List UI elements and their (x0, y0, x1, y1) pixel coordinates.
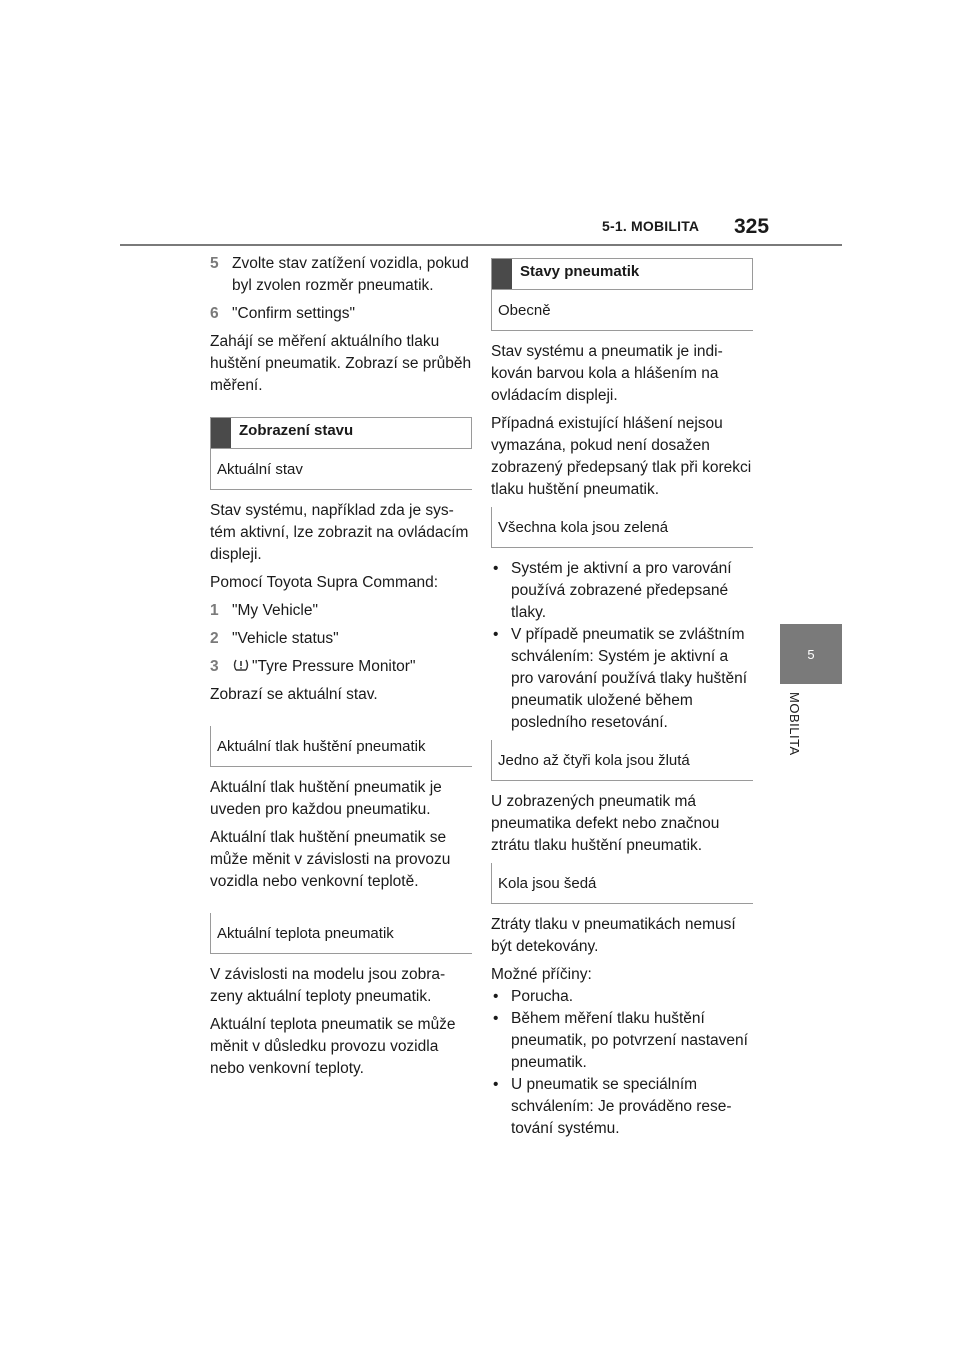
step-text: "My Vehicle" (232, 602, 318, 619)
step-text: "Vehicle status" (232, 630, 339, 647)
paragraph: Možné příčiny: (491, 966, 592, 983)
step-number: 2 (210, 630, 219, 647)
bullet-marker: • (493, 560, 499, 577)
subsection-heading: Jedno až čtyři kola jsou žlutá (491, 740, 753, 781)
section-heading-text: Stavy pneumatik (520, 263, 640, 280)
bullet-marker: • (493, 626, 499, 643)
step-number: 3 (210, 658, 219, 675)
step-text-wrap (232, 656, 415, 678)
step-item (210, 600, 472, 622)
section-title: 5-1. MOBILITA (602, 218, 700, 234)
subsection-heading: Aktuální teplota pneumatik (210, 913, 472, 954)
tyre-pressure-warning-icon (232, 658, 250, 672)
bullet-marker: • (493, 988, 499, 1005)
left-column (210, 253, 472, 1086)
list-item-text: Během měření tlaku huštění pneumatik, po potvrzení nastavení pneumatik. (511, 1010, 748, 1071)
paragraph: Stav systému a pneumatik je indikován barvou kola a hlášením na ovládacím displeji. (491, 343, 723, 404)
list-item-text: U pneumatik se speciálním schválením: Je prováděno resetování systému. (511, 1076, 732, 1137)
paragraph: Aktuální tlak huštění pneumatik je uveden pro každou pneumatiku. (210, 779, 442, 818)
right-column (491, 258, 753, 1146)
list-item (491, 986, 753, 1008)
step-text: Zvolte stav zatížení vozidla, pokud byl zvolen rozměr pneumatik. (232, 255, 469, 294)
page-number: 325 (734, 215, 770, 238)
step-item (210, 628, 472, 650)
step-number: 5 (210, 255, 219, 272)
chapter-tab-number: 5 (807, 646, 815, 662)
heading-marker (211, 418, 231, 448)
paragraph: U zobrazených pneumatik má pneumatika defekt nebo značnou ztrátu tlaku huštění pneumatik. (491, 793, 720, 854)
chapter-tab (780, 624, 842, 684)
step-item (210, 253, 472, 297)
bullet-marker: • (493, 1010, 499, 1027)
subsection-heading: Aktuální stav (210, 449, 472, 490)
subsection-heading: Obecně (491, 290, 753, 331)
list-item (491, 1008, 753, 1074)
list-item-text: Systém je aktivní a pro varování používá zobrazené předepsané tlaky. (511, 560, 732, 621)
chapter-tab-label-text: MOBILITA (787, 692, 802, 756)
list-item-text: Porucha. (511, 988, 574, 1005)
list-item (491, 1074, 753, 1140)
subsection-heading: Aktuální tlak huštění pneumatik (210, 726, 472, 767)
step-text: "Tyre Pressure Monitor" (252, 658, 416, 675)
paragraph: Zahájí se měření aktuálního tlaku huštění pneumatik. Zobrazí se průběh měření. (210, 333, 472, 394)
step-item (210, 656, 472, 678)
bullet-list (491, 558, 753, 734)
chapter-tab-label (786, 692, 804, 772)
step-item (210, 303, 472, 325)
step-number: 6 (210, 305, 219, 322)
paragraph: Stav systému, například zda je systém aktivní, lze zobrazit na ovládacím displeji. (210, 502, 469, 563)
list-item-text: V případě pneumatik se zvláštním schválením: Systém je aktivní a pro varování používá tlaky huštění pneumatik uložené během posledního resetování. (511, 626, 748, 731)
section-heading (210, 417, 472, 449)
list-item (491, 558, 753, 624)
subsection-heading: Kola jsou šedá (491, 863, 753, 904)
bullet-marker: • (493, 1076, 499, 1093)
paragraph: Aktuální tlak huštění pneumatik se může měnit v závislosti na provozu vozidla nebo venkovní teplotě. (210, 829, 451, 890)
paragraph: Zobrazí se aktuální stav. (210, 686, 378, 703)
list-item (491, 624, 753, 734)
paragraph: V závislosti na modelu jsou zobrazeny aktuální teploty pneumatik. (210, 966, 446, 1005)
step-number: 1 (210, 602, 219, 619)
subsection-heading: Všechna kola jsou zelená (491, 507, 753, 548)
bullet-list (491, 986, 753, 1140)
header-divider (120, 244, 842, 246)
section-heading (491, 258, 753, 290)
paragraph: Ztráty tlaku v pneumatikách nemusí být detekovány. (491, 916, 736, 955)
paragraph: Případná existující hlášení nejsou vymazána, pokud není dosažen zobrazený předepsaný tlak při korekci tlaku huštění pneumatik. (491, 415, 752, 498)
paragraph: Pomocí Toyota Supra Command: (210, 574, 439, 591)
paragraph: Aktuální teplota pneumatik se může měnit v důsledku provozu vozidla nebo venkovní teploty. (210, 1016, 456, 1077)
section-heading-text: Zobrazení stavu (239, 422, 354, 439)
heading-marker (492, 259, 512, 289)
step-text: "Confirm settings" (232, 305, 355, 322)
